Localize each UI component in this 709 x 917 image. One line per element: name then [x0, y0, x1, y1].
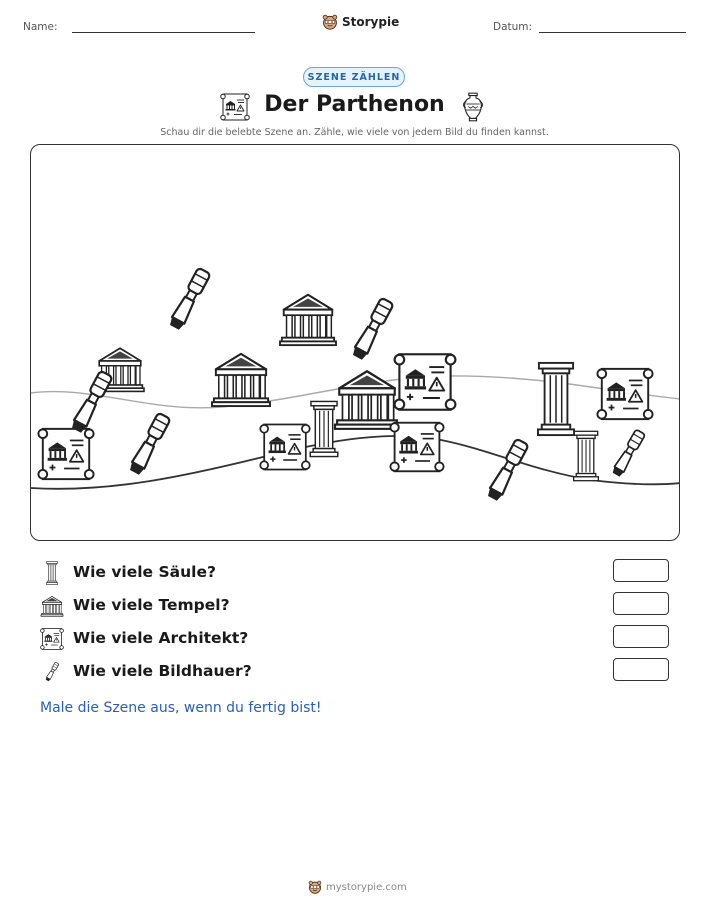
brand-logo [322, 14, 399, 30]
storypie-mascot-icon [308, 880, 322, 894]
sculptor-chisel [486, 439, 528, 502]
column [538, 363, 574, 435]
answer-box-architects[interactable] [613, 625, 669, 648]
coloring-note: Male die Szene aus, wenn du fertig bist! [40, 700, 322, 716]
scene-illustration [31, 145, 680, 541]
question-columns: Wie viele Säule? [73, 563, 216, 581]
footer-url: mystorypie.com [326, 881, 407, 893]
brand-name: Storypie [342, 15, 400, 29]
name-label: Name: [23, 21, 58, 33]
footer [308, 880, 407, 894]
architect-blueprint [597, 369, 652, 419]
temple-icon [40, 594, 64, 618]
counting-scene [30, 144, 680, 541]
question-temples: Wie viele Tempel? [73, 596, 230, 614]
date-line [539, 32, 686, 33]
sculptor-chisel [70, 371, 112, 434]
temple [212, 354, 270, 406]
name-line [72, 32, 255, 33]
question-sculptors: Wie viele Bildhauer? [73, 662, 252, 680]
page-title: Der Parthenon [264, 92, 445, 117]
answer-box-temples[interactable] [613, 592, 669, 615]
date-label: Datum: [493, 21, 533, 33]
column-icon [40, 561, 64, 585]
instructions: Schau dir die belebte Szene an. Zähle, wie viele von jedem Bild du finden kannst. [160, 127, 549, 138]
sculptor-chisel [351, 298, 393, 361]
answer-box-columns[interactable] [613, 559, 669, 582]
amphora-icon [461, 92, 485, 122]
architect-blueprint [38, 429, 93, 479]
sculptor-chisel [168, 268, 210, 331]
activity-badge: SZENE ZÄHLEN [303, 67, 405, 87]
architect-blueprint [260, 424, 309, 469]
sculptor-chisel-icon [40, 660, 64, 684]
sculptor-chisel [611, 429, 645, 477]
question-architects: Wie viele Architekt? [73, 629, 249, 647]
column [310, 401, 338, 456]
architect-blueprint-icon [40, 627, 64, 651]
temple [280, 295, 336, 345]
column [574, 431, 599, 480]
architect-blueprint [390, 423, 443, 472]
sculptor-chisel [128, 413, 170, 476]
answer-box-sculptors[interactable] [613, 658, 669, 681]
storypie-mascot-icon [322, 14, 338, 30]
architect-blueprint [395, 354, 456, 409]
temple [335, 371, 399, 429]
